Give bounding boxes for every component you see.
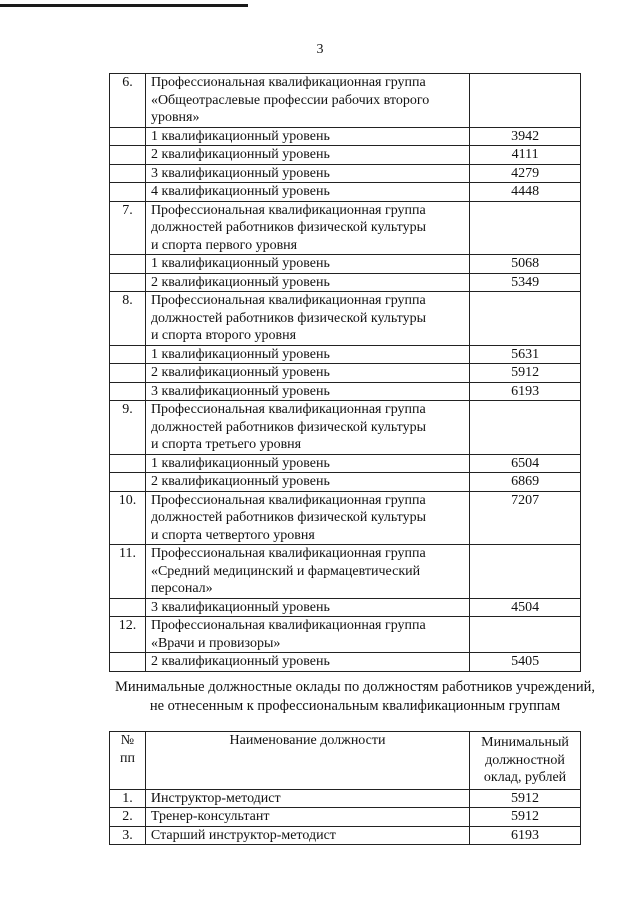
- group-name: [145, 201, 469, 255]
- level-row: [110, 382, 581, 401]
- row-number: [110, 345, 146, 364]
- group-name: [145, 617, 469, 653]
- level-row: [110, 255, 581, 274]
- salary-value: [470, 401, 581, 455]
- header-salary-line: должностной: [485, 752, 565, 768]
- level-name: 3 квалификационный уровень: [145, 164, 469, 183]
- row-number: 11.: [110, 545, 146, 599]
- level-name: 2 квалификационный уровень: [145, 273, 469, 292]
- row-number: 12.: [110, 617, 146, 653]
- group-name-line: и спорта третьего уровня: [150, 437, 302, 452]
- salary-value: 6193: [470, 382, 581, 401]
- row-number: [110, 653, 146, 672]
- row-number: [110, 164, 146, 183]
- section-heading: [80, 678, 630, 716]
- position-name: Старший инструктор-методист: [145, 826, 469, 845]
- row-number: 10.: [110, 491, 146, 545]
- group-name: [145, 491, 469, 545]
- salary-value: [470, 617, 581, 653]
- level-name: 2 квалификационный уровень: [145, 364, 469, 383]
- qualification-groups-table: [109, 73, 581, 672]
- group-row: [110, 617, 581, 653]
- position-salary: 5912: [470, 789, 581, 808]
- row-number: 6.: [110, 74, 146, 128]
- salary-value: 6869: [470, 473, 581, 492]
- salary-value: [470, 545, 581, 599]
- level-row: [110, 454, 581, 473]
- group-row: [110, 401, 581, 455]
- group-name-line: Профессиональная квалификационная группа: [150, 293, 426, 308]
- salary-value: 4279: [470, 164, 581, 183]
- salary-value: 4504: [470, 598, 581, 617]
- position-salary: 5912: [470, 808, 581, 827]
- group-name-line: и спорта второго уровня: [150, 328, 297, 343]
- row-number: [110, 127, 146, 146]
- salary-value: 5405: [470, 653, 581, 672]
- group-name-line: уровня»: [150, 110, 200, 125]
- group-name-line: и спорта первого уровня: [150, 237, 298, 253]
- row-number: [110, 454, 146, 473]
- level-row: [110, 598, 581, 617]
- header-salary: [470, 732, 581, 790]
- group-name-line: Профессиональная квалификационная группа: [150, 402, 426, 417]
- position-number: 3.: [110, 826, 146, 845]
- position-name: Тренер-консультант: [145, 808, 469, 827]
- page-number: 3: [316, 42, 324, 57]
- level-name: 3 квалификационный уровень: [145, 382, 469, 401]
- row-number: [110, 255, 146, 274]
- row-number: [110, 364, 146, 383]
- level-name: 1 квалификационный уровень: [145, 454, 469, 473]
- salary-value: 4111: [470, 146, 581, 165]
- group-name-line: должностей работников физической культуры: [150, 310, 427, 326]
- header-number-line: пп: [119, 750, 135, 766]
- row-number: [110, 382, 146, 401]
- group-row: [110, 292, 581, 346]
- position-number: 1.: [110, 789, 146, 808]
- salary-value: 4448: [470, 183, 581, 202]
- header-salary-line: Минимальный: [481, 735, 569, 750]
- level-name: 1 квалификационный уровень: [145, 345, 469, 364]
- level-row: [110, 127, 581, 146]
- group-name-line: персонал»: [150, 581, 213, 596]
- level-name: 1 квалификационный уровень: [145, 127, 469, 146]
- group-name: [145, 74, 469, 128]
- salary-value: 7207: [470, 491, 581, 545]
- row-number: 9.: [110, 401, 146, 455]
- salary-value: [470, 201, 581, 255]
- salary-value: 5349: [470, 273, 581, 292]
- position-name: Инструктор-методист: [145, 789, 469, 808]
- level-row: [110, 473, 581, 492]
- level-name: 3 квалификационный уровень: [145, 598, 469, 617]
- level-row: [110, 146, 581, 165]
- row-number: 8.: [110, 292, 146, 346]
- level-row: [110, 345, 581, 364]
- salary-value: 5631: [470, 345, 581, 364]
- group-row: [110, 545, 581, 599]
- group-name-line: Профессиональная квалификационная группа: [150, 75, 426, 90]
- group-name-line: «Общеотраслевые профессии рабочих второго: [150, 92, 430, 108]
- group-name-line: должностей работников физической культуры: [150, 510, 427, 525]
- group-name-line: и спорта четвертого уровня: [150, 527, 315, 543]
- section-heading-line-2: не отнесенным к профессиональным квалификационным группам: [149, 698, 561, 714]
- header-salary-line: оклад, рублей: [483, 770, 567, 785]
- group-name-line: должностей работников физической культуры: [150, 220, 427, 235]
- salary-value: 5912: [470, 364, 581, 383]
- positions-table: [109, 731, 581, 845]
- header-position-name: Наименование должности: [145, 732, 469, 790]
- top-rule: [0, 4, 248, 7]
- header-number-line: №: [120, 733, 135, 748]
- position-row: [110, 789, 581, 808]
- level-name: 2 квалификационный уровень: [145, 146, 469, 165]
- group-name: [145, 401, 469, 455]
- row-number: [110, 598, 146, 617]
- level-row: [110, 183, 581, 202]
- group-row: [110, 201, 581, 255]
- level-name: 4 квалификационный уровень: [145, 183, 469, 202]
- group-name-line: Профессиональная квалификационная группа: [150, 618, 426, 633]
- salary-value: [470, 292, 581, 346]
- level-name: 1 квалификационный уровень: [145, 255, 469, 274]
- salary-value: [470, 74, 581, 128]
- group-name-line: Профессиональная квалификационная группа: [150, 202, 426, 218]
- positions-table-header: [110, 732, 581, 790]
- level-name: 2 квалификационный уровень: [145, 653, 469, 672]
- level-row: [110, 653, 581, 672]
- group-row: [110, 491, 581, 545]
- position-row: [110, 808, 581, 827]
- group-name-line: «Средний медицинский и фармацевтический: [150, 563, 421, 579]
- group-name: [145, 545, 469, 599]
- level-row: [110, 164, 581, 183]
- salary-value: 6504: [470, 454, 581, 473]
- position-number: 2.: [110, 808, 146, 827]
- position-row: [110, 826, 581, 845]
- section-heading-line-1: Минимальные должностные оклады по должностям работников учреждений,: [114, 679, 596, 695]
- group-name-line: Профессиональная квалификационная группа: [150, 492, 426, 508]
- group-row: [110, 74, 581, 128]
- group-name: [145, 292, 469, 346]
- level-row: [110, 273, 581, 292]
- group-name-line: «Врачи и провизоры»: [150, 635, 281, 651]
- row-number: 7.: [110, 201, 146, 255]
- position-salary: 6193: [470, 826, 581, 845]
- row-number: [110, 473, 146, 492]
- level-row: [110, 364, 581, 383]
- row-number: [110, 146, 146, 165]
- header-number: [110, 732, 146, 790]
- salary-value: 5068: [470, 255, 581, 274]
- row-number: [110, 183, 146, 202]
- salary-value: 3942: [470, 127, 581, 146]
- group-name-line: должностей работников физической культуры: [150, 419, 427, 435]
- level-name: 2 квалификационный уровень: [145, 473, 469, 492]
- group-name-line: Профессиональная квалификационная группа: [150, 546, 426, 561]
- row-number: [110, 273, 146, 292]
